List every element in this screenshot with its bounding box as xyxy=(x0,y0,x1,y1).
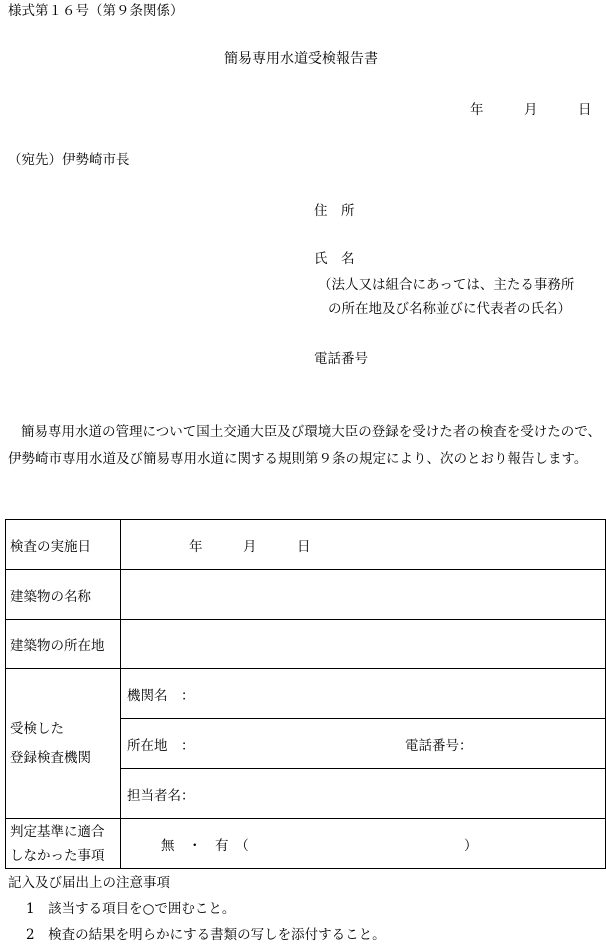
submission-date: 年 月 日 xyxy=(470,102,592,118)
name-label: 氏 名 xyxy=(314,251,355,267)
agency-name-field[interactable] xyxy=(121,669,606,719)
agency-name-label: 機関名 ： xyxy=(127,687,195,704)
row-building-location xyxy=(6,620,606,669)
noncompliance-label-line-1: 判定基準に適合 xyxy=(10,823,105,840)
noncompliance-field[interactable] xyxy=(121,819,606,869)
phone-label: 電話番号 xyxy=(314,351,368,367)
agency-label-line-2: 登録検査機関 xyxy=(10,749,91,766)
building-location-label: 建築物の所在地 xyxy=(6,620,121,669)
agency-label-cell xyxy=(6,669,121,819)
form-number: 様式第１６号（第９条関係） xyxy=(8,3,184,19)
inspection-date-field[interactable] xyxy=(121,520,606,570)
name-note-line-2: の所在地及び名称並びに代表者の氏名） xyxy=(328,301,571,317)
notes-heading: 記入及び届出上の注意事項 xyxy=(8,875,170,891)
addressee: （宛先）伊勢崎市長 xyxy=(8,152,130,168)
noncompliance-label-cell xyxy=(6,819,121,869)
row-noncompliance xyxy=(6,819,606,869)
row-agency-name xyxy=(6,669,606,719)
building-location-field[interactable] xyxy=(121,620,606,669)
agency-contact-field[interactable] xyxy=(121,769,606,819)
name-note-line-1: （法人又は組合にあっては、主たる事務所 xyxy=(318,277,575,293)
row-building-name xyxy=(6,570,606,620)
agency-address-label: 所在地 ： xyxy=(127,737,195,754)
noncompliance-label-line-2: しなかった事項 xyxy=(10,847,105,864)
building-name-field[interactable] xyxy=(121,570,606,620)
form-title: 簡易専用水道受検報告書 xyxy=(224,51,378,67)
building-name-label: 建築物の名称 xyxy=(6,570,121,620)
notes-item-1: 1 該当する項目を○で囲むこと。 xyxy=(26,901,236,917)
address-label: 住 所 xyxy=(314,203,355,219)
noncompliance-close-paren: ） xyxy=(464,837,478,854)
notes-item-2: 2 検査の結果を明らかにする書類の写しを添付すること。 xyxy=(26,927,386,943)
inspection-date-label: 検査の実施日 xyxy=(6,520,121,570)
agency-label-line-1: 受検した xyxy=(10,720,64,737)
inspection-date-value: 年 月 日 xyxy=(189,538,311,555)
agency-phone-label: 電話番号： xyxy=(405,737,473,754)
notes-section xyxy=(8,870,386,948)
agency-address-field[interactable] xyxy=(121,719,606,769)
report-body-text: 簡易専用水道の管理について国土交通大臣及び環境大臣の登録を受けた者の検査を受けたので、伊勢崎市専用水道及び簡易専用水道に関する規則第９条の規定により、次のとおり報告します。 xyxy=(8,424,601,467)
noncompliance-options: 無 ・ 有 （ xyxy=(161,837,249,854)
agency-contact-label: 担当者名： xyxy=(127,787,195,804)
row-inspection-date xyxy=(6,520,606,570)
inspection-report-table xyxy=(5,519,606,869)
